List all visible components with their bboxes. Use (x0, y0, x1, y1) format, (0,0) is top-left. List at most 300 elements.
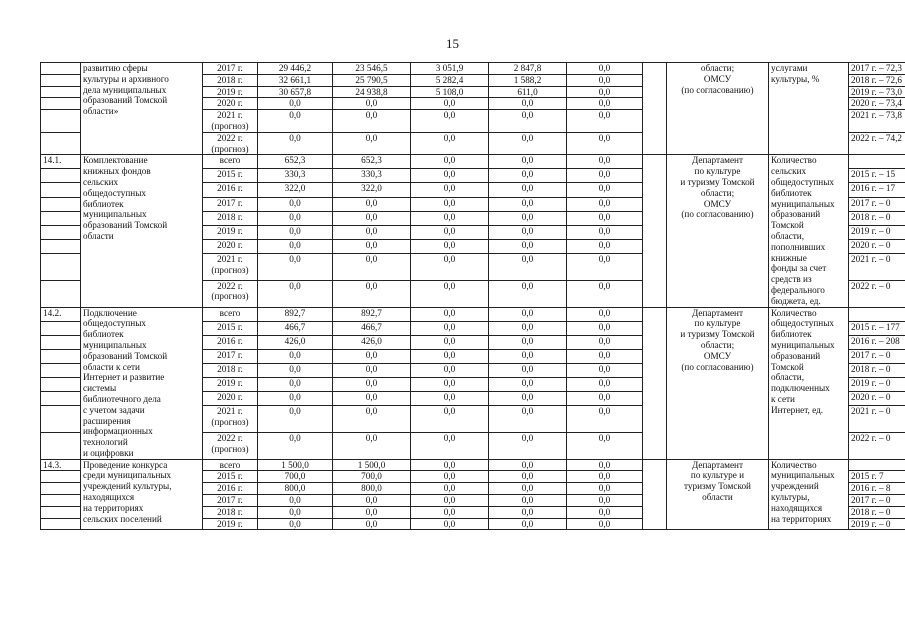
target-value: 2015 г. 7 (849, 471, 905, 483)
amount-cell: 0,0 (333, 377, 411, 391)
amount-cell: 0,0 (411, 169, 489, 183)
amount-cell: 3 051,9 (411, 63, 489, 75)
amount-cell: 0,0 (567, 349, 643, 363)
amount-cell: 0,0 (333, 211, 411, 225)
activity-title-line: области» (83, 106, 119, 117)
amount-cell: 0,0 (411, 405, 489, 432)
amount-cell: 892,7 (258, 307, 333, 321)
amount-cell: 0,0 (489, 471, 567, 483)
amount-cell: 0,0 (333, 495, 411, 507)
activity-title-line: Интернет и развитие (83, 372, 165, 383)
year-cell: 2022 г. (прогноз) (203, 432, 258, 459)
amount-cell: 0,0 (489, 183, 567, 197)
indicator-line: пополнивших (771, 241, 826, 252)
amount-cell: 322,0 (258, 183, 333, 197)
page-number: 15 (446, 36, 459, 51)
year-cell: 2019 г. (203, 518, 258, 530)
activity-number (41, 211, 81, 225)
activity-title-line: образований Томской (83, 220, 168, 231)
activity-title-line: библиотечного дела (83, 393, 161, 404)
activity-title (81, 307, 203, 459)
activity-number (41, 74, 81, 86)
executor-line: по культуре (694, 166, 741, 177)
executor-line: по культуре и (690, 470, 745, 481)
activity-title-line: книжных фондов (83, 166, 151, 177)
indicator-line: фонды за счет (771, 263, 827, 274)
indicator (769, 307, 849, 459)
amount-cell: 0,0 (489, 363, 567, 377)
amount-cell: 0,0 (567, 506, 643, 518)
amount-cell: 0,0 (567, 335, 643, 349)
activity-number (41, 483, 81, 495)
amount-cell: 0,0 (333, 280, 411, 307)
activity-number (41, 98, 81, 110)
indicator-line: к сети (771, 393, 795, 404)
amount-cell: 0,0 (258, 363, 333, 377)
amount-cell: 0,0 (258, 98, 333, 110)
amount-cell: 800,0 (258, 483, 333, 495)
amount-cell: 0,0 (411, 432, 489, 459)
amount-cell: 800,0 (333, 483, 411, 495)
amount-cell: 0,0 (489, 98, 567, 110)
activity-title-line: образований Томской (83, 95, 168, 106)
activity-title-line: библиотек (83, 329, 124, 340)
amount-cell: 29 446,2 (258, 63, 333, 75)
amount-cell: 1 588,2 (489, 74, 567, 86)
amount-cell: 0,0 (411, 377, 489, 391)
activity-number (41, 377, 81, 391)
activity-title-line: библиотек (83, 198, 124, 209)
indicator-line: подключенных (771, 383, 830, 394)
spacer-cell (643, 155, 667, 307)
activity-number (41, 518, 81, 530)
amount-cell: 0,0 (489, 239, 567, 253)
target-value: 2015 г. – 15 (849, 169, 905, 183)
executor-line: туризму Томской (684, 481, 751, 492)
amount-cell: 0,0 (567, 169, 643, 183)
amount-cell: 0,0 (258, 432, 333, 459)
amount-cell: 0,0 (411, 110, 489, 133)
amount-cell: 0,0 (489, 459, 567, 471)
activity-title-line: технологий (83, 437, 128, 448)
amount-cell: 0,0 (489, 518, 567, 530)
amount-cell: 0,0 (567, 239, 643, 253)
indicator-line: находящихся (771, 502, 823, 513)
amount-cell: 0,0 (567, 155, 643, 169)
year-cell: 2019 г. (203, 225, 258, 239)
activity-title-line: общедоступных (83, 318, 146, 329)
activity-title-line: области к сети (83, 361, 140, 372)
amount-cell: 0,0 (567, 110, 643, 133)
amount-cell: 652,3 (333, 155, 411, 169)
indicator-line: области, (771, 230, 805, 241)
amount-cell: 0,0 (258, 132, 333, 155)
amount-cell: 0,0 (567, 63, 643, 75)
amount-cell: 0,0 (411, 518, 489, 530)
activity-title-line: муниципальных (83, 209, 147, 220)
activity-title-line: дела муниципальных (83, 84, 167, 95)
amount-cell: 0,0 (567, 377, 643, 391)
target-value: 2018 г. – 0 (849, 506, 905, 518)
activity-number (41, 280, 81, 307)
executor-line: (по согласованию) (681, 84, 754, 95)
activity-number (41, 432, 81, 459)
amount-cell: 700,0 (258, 471, 333, 483)
executor (667, 63, 769, 155)
activity-number (41, 63, 81, 75)
target-value: 2017 г. – 0 (849, 495, 905, 507)
activity-number (41, 169, 81, 183)
activity-title (81, 63, 203, 155)
indicator (769, 155, 849, 307)
executor-line: ОМСУ (703, 350, 732, 361)
amount-cell: 24 938,8 (333, 86, 411, 98)
activity-number (41, 253, 81, 280)
activity-number (41, 349, 81, 363)
activity-number (41, 391, 81, 405)
target-value (849, 155, 905, 169)
amount-cell: 0,0 (258, 391, 333, 405)
target-value: 2021 г. – 0 (849, 405, 905, 432)
year-cell: 2017 г. (203, 63, 258, 75)
amount-cell: 0,0 (489, 307, 567, 321)
amount-cell: 0,0 (258, 518, 333, 530)
activity-title-line: общедоступных (83, 187, 146, 198)
amount-cell: 0,0 (567, 86, 643, 98)
amount-cell: 0,0 (411, 459, 489, 471)
amount-cell: 0,0 (567, 225, 643, 239)
indicator-line: образований (771, 350, 821, 361)
executor-line: области; (700, 63, 735, 73)
amount-cell: 0,0 (411, 363, 489, 377)
amount-cell: 0,0 (567, 518, 643, 530)
amount-cell: 0,0 (411, 391, 489, 405)
amount-cell: 5 282,4 (411, 74, 489, 86)
target-value: 2018 г. – 0 (849, 363, 905, 377)
executor (667, 307, 769, 459)
indicator-line: общедоступных (771, 318, 834, 329)
amount-cell: 0,0 (567, 483, 643, 495)
activity-title-line: и оцифровки (83, 447, 134, 458)
amount-cell: 0,0 (411, 225, 489, 239)
amount-cell: 0,0 (411, 253, 489, 280)
amount-cell: 0,0 (567, 253, 643, 280)
amount-cell: 0,0 (258, 239, 333, 253)
activity-number (41, 132, 81, 155)
amount-cell: 0,0 (489, 349, 567, 363)
amount-cell: 0,0 (489, 197, 567, 211)
amount-cell: 5 108,0 (411, 86, 489, 98)
indicator-line: Интернет, ед. (771, 404, 824, 415)
amount-cell: 0,0 (567, 321, 643, 335)
target-value: 2022 г. – 0 (849, 280, 905, 307)
amount-cell: 0,0 (489, 483, 567, 495)
indicator-line: Томской (771, 361, 804, 372)
activity-number (41, 506, 81, 518)
amount-cell: 0,0 (567, 363, 643, 377)
activity-number (41, 110, 81, 133)
activity-title-line: информационных (83, 426, 153, 437)
year-cell: 2022 г. (прогноз) (203, 132, 258, 155)
target-value: 2021 г. – 73,8 (849, 110, 905, 133)
amount-cell: 0,0 (489, 211, 567, 225)
amount-cell: 0,0 (489, 132, 567, 155)
amount-cell: 466,7 (333, 321, 411, 335)
target-value: 2019 г. – 0 (849, 518, 905, 530)
amount-cell: 0,0 (333, 239, 411, 253)
indicator-line: учреждений (771, 481, 819, 492)
target-value: 2016 г. – 208 (849, 335, 905, 349)
indicator-line: области, (771, 372, 805, 383)
amount-cell: 0,0 (567, 471, 643, 483)
amount-cell: 0,0 (567, 495, 643, 507)
amount-cell: 0,0 (411, 155, 489, 169)
executor-line: (по согласованию) (681, 361, 754, 372)
amount-cell: 0,0 (258, 377, 333, 391)
activity-title-line: сельских поселений (83, 513, 162, 524)
amount-cell: 700,0 (333, 471, 411, 483)
activity-number: 14.3. (41, 459, 81, 471)
year-cell: всего (203, 307, 258, 321)
year-cell: 2016 г. (203, 335, 258, 349)
target-value: 2017 г. – 72,3 (849, 63, 905, 75)
amount-cell: 0,0 (333, 225, 411, 239)
executor-line: и туризму Томской (680, 329, 755, 340)
amount-cell: 892,7 (333, 307, 411, 321)
activity-title-line: расширения (83, 415, 131, 426)
amount-cell: 0,0 (333, 349, 411, 363)
executor-line: (по согласованию) (681, 209, 754, 220)
activity-number (41, 335, 81, 349)
indicator-line: бюджета, ед. (771, 295, 821, 306)
amount-cell: 0,0 (258, 211, 333, 225)
table-row (41, 155, 905, 169)
amount-cell: 426,0 (333, 335, 411, 349)
year-cell: 2018 г. (203, 74, 258, 86)
activity-title (81, 459, 203, 530)
executor (667, 155, 769, 307)
activity-number (41, 495, 81, 507)
table-row (41, 63, 905, 75)
amount-cell: 0,0 (411, 280, 489, 307)
amount-cell: 0,0 (258, 495, 333, 507)
spacer-cell (643, 459, 667, 530)
executor-line: ОМСУ (703, 198, 732, 209)
amount-cell: 0,0 (567, 307, 643, 321)
executor-line: Департамент (692, 307, 743, 318)
activity-number (41, 197, 81, 211)
activity-number: 14.1. (41, 155, 81, 169)
amount-cell: 0,0 (333, 518, 411, 530)
year-cell: 2022 г. (прогноз) (203, 280, 258, 307)
amount-cell: 330,3 (333, 169, 411, 183)
amount-cell: 0,0 (489, 110, 567, 133)
amount-cell: 0,0 (333, 98, 411, 110)
activity-title-line: системы (83, 383, 117, 394)
year-cell: 2020 г. (203, 239, 258, 253)
activity-title-line: сельских (83, 176, 119, 187)
indicator-line: услугами (771, 63, 808, 73)
amount-cell: 0,0 (567, 183, 643, 197)
activity-title-line: среди муниципальных (83, 470, 172, 481)
indicator-line: федерального (771, 284, 825, 295)
indicator-line: Количество (771, 155, 817, 166)
activity-title-line: муниципальных (83, 339, 147, 350)
amount-cell: 0,0 (258, 506, 333, 518)
target-value: 2015 г. – 177 (849, 321, 905, 335)
amount-cell: 0,0 (489, 495, 567, 507)
target-value: 2020 г. – 0 (849, 391, 905, 405)
indicator-line: муниципальных (771, 470, 835, 481)
year-cell: 2016 г. (203, 183, 258, 197)
amount-cell: 0,0 (489, 405, 567, 432)
target-value: 2019 г. – 73,0 (849, 86, 905, 98)
amount-cell: 0,0 (411, 471, 489, 483)
executor-line: по культуре (694, 318, 741, 329)
amount-cell: 0,0 (333, 506, 411, 518)
amount-cell: 0,0 (411, 321, 489, 335)
executor-line: Департамент (692, 459, 743, 470)
year-cell: всего (203, 155, 258, 169)
year-cell: 2017 г. (203, 349, 258, 363)
amount-cell: 0,0 (333, 132, 411, 155)
spacer-cell (643, 307, 667, 459)
year-cell: 2018 г. (203, 506, 258, 518)
amount-cell: 0,0 (489, 155, 567, 169)
amount-cell: 25 790,5 (333, 74, 411, 86)
amount-cell: 0,0 (567, 391, 643, 405)
indicator-line: муниципальных (771, 198, 835, 209)
amount-cell: 0,0 (411, 239, 489, 253)
amount-cell: 0,0 (333, 405, 411, 432)
indicator-line: Количество (771, 459, 817, 470)
target-value: 2017 г. – 0 (849, 197, 905, 211)
executor-line: Департамент (692, 155, 743, 166)
activity-title-line: Комплектование (83, 155, 148, 166)
target-value: 2018 г. – 72,6 (849, 74, 905, 86)
program-activities-table (40, 62, 905, 530)
activity-number (41, 225, 81, 239)
year-cell: 2021 г. (прогноз) (203, 405, 258, 432)
amount-cell: 0,0 (567, 459, 643, 471)
activity-title-line: области (83, 230, 114, 241)
amount-cell: 322,0 (333, 183, 411, 197)
amount-cell: 0,0 (489, 321, 567, 335)
year-cell: всего (203, 459, 258, 471)
amount-cell: 0,0 (333, 363, 411, 377)
amount-cell: 0,0 (258, 225, 333, 239)
target-value: 2018 г. – 0 (849, 211, 905, 225)
amount-cell: 0,0 (411, 495, 489, 507)
amount-cell: 0,0 (567, 211, 643, 225)
amount-cell: 0,0 (411, 183, 489, 197)
target-value: 2016 г. – 17 (849, 183, 905, 197)
year-cell: 2015 г. (203, 321, 258, 335)
target-value: 2022 г. – 0 (849, 432, 905, 459)
activity-title-line: с учетом задачи (83, 404, 145, 415)
amount-cell: 0,0 (489, 280, 567, 307)
indicator-line: образований (771, 209, 821, 220)
amount-cell: 0,0 (567, 132, 643, 155)
activity-title-line: культуры и архивного (83, 73, 169, 84)
indicator-line: на территориях (771, 513, 832, 524)
target-value: 2019 г. – 0 (849, 225, 905, 239)
amount-cell: 0,0 (411, 506, 489, 518)
amount-cell: 1 500,0 (333, 459, 411, 471)
amount-cell: 0,0 (411, 211, 489, 225)
target-value: 2016 г. – 8 (849, 483, 905, 495)
indicator-line: культуры, % (771, 73, 820, 84)
indicator (769, 63, 849, 155)
spacer-cell (643, 63, 667, 155)
indicator-line: средств из (771, 274, 812, 285)
executor-line: области; (700, 339, 735, 350)
activity-title-line: на территориях (83, 502, 144, 513)
amount-cell: 0,0 (333, 432, 411, 459)
table-row (41, 307, 905, 321)
amount-cell: 0,0 (333, 253, 411, 280)
target-value: 2021 г. – 0 (849, 253, 905, 280)
year-cell: 2016 г. (203, 483, 258, 495)
amount-cell: 426,0 (258, 335, 333, 349)
amount-cell: 0,0 (567, 432, 643, 459)
year-cell: 2021 г. (прогноз) (203, 110, 258, 133)
amount-cell: 0,0 (258, 349, 333, 363)
amount-cell: 330,3 (258, 169, 333, 183)
amount-cell: 0,0 (258, 253, 333, 280)
indicator-line: муниципальных (771, 339, 835, 350)
amount-cell: 0,0 (489, 391, 567, 405)
activity-title-line: Проведение конкурса (83, 459, 168, 470)
amount-cell: 652,3 (258, 155, 333, 169)
activity-title-line: учреждений культуры, (83, 481, 172, 492)
indicator-line: Томской (771, 220, 804, 231)
activity-title-line: развитию сферы (83, 63, 148, 73)
indicator-line: общедоступных (771, 176, 834, 187)
year-cell: 2021 г. (прогноз) (203, 253, 258, 280)
amount-cell: 0,0 (333, 110, 411, 133)
target-value (849, 307, 905, 321)
amount-cell: 0,0 (489, 506, 567, 518)
amount-cell: 0,0 (489, 432, 567, 459)
year-cell: 2020 г. (203, 98, 258, 110)
indicator-line: культуры, (771, 492, 810, 503)
target-value: 2020 г. – 0 (849, 239, 905, 253)
amount-cell: 0,0 (489, 377, 567, 391)
target-value: 2020 г. – 73,4 (849, 98, 905, 110)
year-cell: 2015 г. (203, 169, 258, 183)
amount-cell: 0,0 (489, 253, 567, 280)
year-cell: 2018 г. (203, 363, 258, 377)
executor-line: и туризму Томской (680, 176, 755, 187)
executor-line: области; (700, 187, 735, 198)
amount-cell: 30 657,8 (258, 86, 333, 98)
activity-number (41, 471, 81, 483)
year-cell: 2017 г. (203, 495, 258, 507)
target-value (849, 459, 905, 471)
target-value: 2022 г. – 74,2 (849, 132, 905, 155)
executor-line: области (702, 492, 733, 503)
activity-number (41, 86, 81, 98)
amount-cell: 0,0 (567, 74, 643, 86)
indicator-line: Количество (771, 307, 817, 318)
amount-cell: 0,0 (567, 280, 643, 307)
amount-cell: 0,0 (411, 307, 489, 321)
year-cell: 2015 г. (203, 471, 258, 483)
amount-cell: 0,0 (411, 483, 489, 495)
activity-number (41, 363, 81, 377)
activity-number (41, 405, 81, 432)
